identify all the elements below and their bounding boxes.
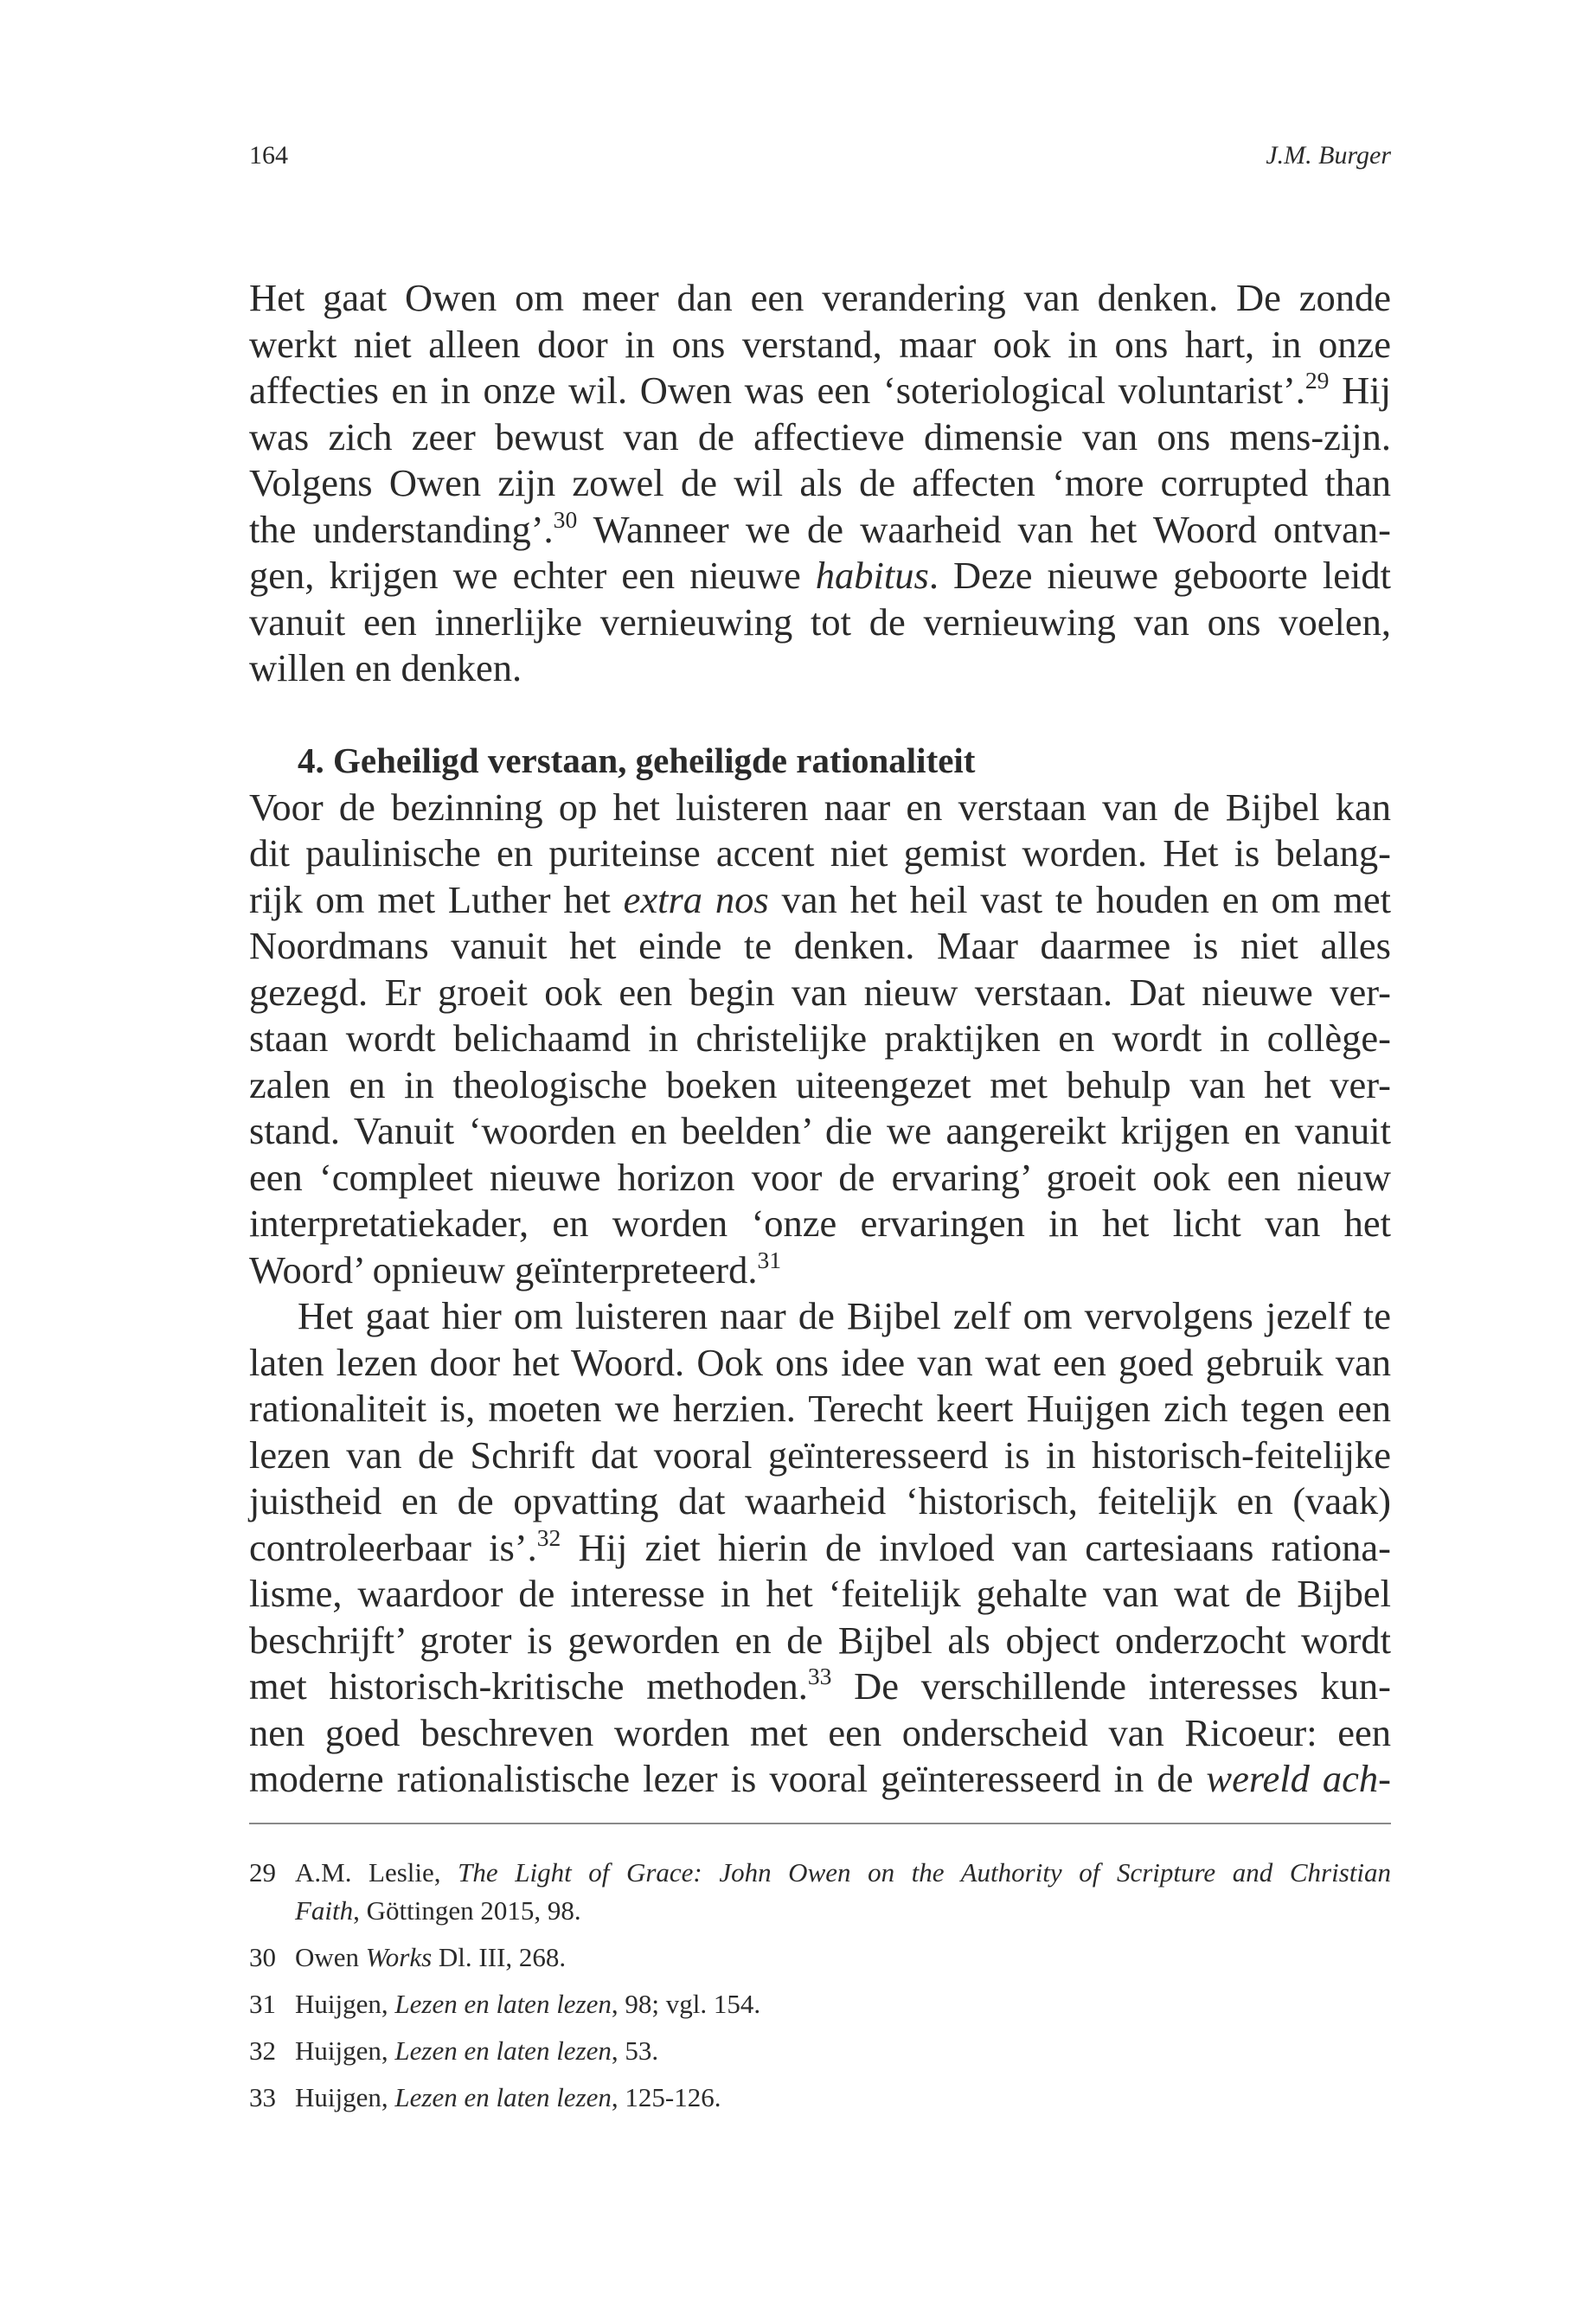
footnote-29 [249, 1854, 1391, 1930]
footnote-number: 31 [249, 1989, 276, 2019]
text-run: Huijgen, [295, 2082, 395, 2112]
text-run: Hij ziet hierin de invloed van cartesiaans rationa- [561, 1525, 1391, 1569]
text-line [295, 1892, 1391, 1930]
body-text [249, 275, 1391, 1803]
footnote-text [295, 2079, 1391, 2117]
text-run: the understanding’. [249, 507, 554, 551]
footnote-text [295, 1854, 1391, 1930]
footnote-ref-29[interactable]: 29 [1304, 366, 1330, 394]
text-line: interpretatiekader, en worden ‘onze ervaringen in het licht van het [249, 1202, 1391, 1245]
text-run: Dl. III, 268. [432, 1942, 567, 1972]
text-run: gen, krijgen we echter een nieuwe [249, 554, 816, 597]
text-line [249, 1247, 1391, 1294]
footnote-text [295, 1985, 1391, 2023]
footnote-text [295, 2032, 1391, 2070]
paragraph-owen [249, 275, 1391, 692]
text-line: werkt niet alleen door in ons verstand, maar ook in ons hart, in onze [249, 322, 1391, 366]
page-number: 164 [249, 141, 288, 170]
text-line: laten lezen door het Woord. Ook ons idee van wat een goed gebruik van [249, 1340, 1391, 1384]
text-run: Wanneer we de waarheid van het Woord ontvan- [577, 507, 1391, 551]
text-run: Owen [295, 1942, 366, 1972]
running-head [249, 138, 1391, 173]
text-line: een ‘compleet nieuwe horizon voor de ervaring’ groeit ook een nieuw [249, 1155, 1391, 1199]
text-line: rationaliteit is, moeten we herzien. Terecht keert Huijgen zich tegen een [249, 1387, 1391, 1430]
paragraph-verstaan [249, 785, 1391, 1294]
text-run: affecties en in onze wil. Owen was een ‘soteriological voluntarist’. [249, 369, 1305, 412]
text-line [249, 1525, 1391, 1572]
footnote-30 [249, 1939, 1391, 1977]
footnotes [249, 1854, 1391, 2125]
text-run: , Göttingen 2015, 98. [353, 1895, 581, 1926]
footnote-ref-30[interactable]: 30 [553, 505, 578, 533]
italic-title: Lezen en laten lezen [394, 2035, 612, 2066]
text-line [249, 877, 1391, 924]
text-run: controleerbaar is’. [249, 1525, 537, 1569]
text-run: met historisch-kritische methoden. [249, 1664, 808, 1708]
footnote-33 [249, 2079, 1391, 2117]
text-line [249, 1756, 1391, 1803]
text-run: moderne rationalistische lezer is vooral geïnteresseerd in de [249, 1757, 1207, 1800]
text-line: Voor de bezinning op het luisteren naar en verstaan van de Bijbel kan [249, 785, 1391, 829]
italic-title: Works [365, 1942, 433, 1972]
text-run: Woord’ opnieuw geïnterpreteerd. [249, 1247, 758, 1292]
text-line: Volgens Owen zijn zowel de wil als de affecten ‘more corrupted than [249, 461, 1391, 504]
footnote-32 [249, 2032, 1391, 2070]
text-line: juistheid en de opvatting dat waarheid ‘historisch, feitelijk en (vaak) [249, 1479, 1391, 1522]
text-run: Huijgen, [295, 1989, 395, 2019]
footnote-number: 29 [249, 1857, 276, 1888]
text-line: Noordmans vanuit het einde te denken. Maar daarmee is niet alles [249, 924, 1391, 967]
section-heading: 4. Geheiligd verstaan, geheiligde rationaliteit [298, 740, 976, 780]
text-run: Hij [1329, 369, 1391, 412]
text-line: lisme, waardoor de interesse in het ‘feitelijk gehalte van wat de Bijbel [249, 1572, 1391, 1615]
text-line: Het gaat Owen om meer dan een verandering van denken. De zonde [249, 276, 1391, 319]
footnote-ref-31[interactable]: 31 [757, 1246, 782, 1273]
paragraph-huijgen [249, 1293, 1391, 1803]
text-run: , 125-126. [611, 2082, 721, 2112]
text-run: , 98; vgl. 154. [611, 1989, 761, 2019]
italic-term: habitus [815, 554, 929, 597]
text-line: willen en denken. [249, 646, 522, 689]
footnote-number: 32 [249, 2035, 276, 2066]
text-line: zalen en in theologische boeken uiteengezet met behulp van het ver- [249, 1062, 1391, 1106]
text-run: A.M. Leslie, [295, 1857, 458, 1888]
text-line [249, 553, 1391, 599]
text-line: Het gaat hier om luisteren naar de Bijbel zelf om vervolgens jezelf te [298, 1294, 1391, 1337]
text-run: De verschillende interesses kun- [831, 1664, 1391, 1708]
text-line [249, 368, 1391, 414]
text-line: nen goed beschreven worden met een onderscheid van Ricoeur: een [249, 1710, 1391, 1754]
text-line: gezegd. Er groeit ook een begin van nieuw verstaan. Dat nieuwe ver- [249, 970, 1391, 1014]
text-line: vanuit een innerlijke vernieuwing tot de vernieuwing van ons voelen, [249, 599, 1391, 644]
footnote-31 [249, 1985, 1391, 2023]
footnote-text [295, 1939, 1391, 1977]
italic-title: Lezen en laten lezen [394, 2082, 612, 2112]
text-line: staan wordt belichaamd in christelijke praktijken en wordt in collège- [249, 1016, 1391, 1060]
text-run: van het heil vast te houden en om met [768, 877, 1391, 921]
footnote-divider [249, 1823, 1391, 1824]
text-line: dit paulinische en puriteinse accent niet gemist worden. Het is belang- [249, 831, 1391, 875]
footnote-number: 30 [249, 1942, 276, 1972]
italic-term: extra nos [623, 877, 769, 921]
italic-title: Faith [295, 1895, 354, 1926]
text-run: , 53. [611, 2035, 659, 2066]
italic-title: The Light of Grace: John Owen on the Authority of Scripture and Christian [458, 1857, 1391, 1888]
footnote-ref-33[interactable]: 33 [807, 1662, 832, 1689]
running-head-author: J.M. Burger [1266, 141, 1391, 170]
footnote-ref-32[interactable]: 32 [536, 1523, 561, 1551]
text-line [249, 507, 1391, 554]
text-line [249, 1663, 1391, 1710]
text-line: was zich zeer bewust van de affectieve dimensie van ons mens-zijn. [249, 414, 1391, 458]
text-run: Huijgen, [295, 2035, 395, 2066]
italic-term: wereld ach- [1206, 1757, 1391, 1800]
text-line [295, 1854, 1391, 1892]
text-line: lezen van de Schrift dat vooral geïnteresseerd is in historisch-feitelijke [249, 1433, 1391, 1477]
text-line: stand. Vanuit ‘woorden en beelden’ die we aangereikt krijgen en vanuit [249, 1109, 1391, 1152]
italic-title: Lezen en laten lezen [394, 1989, 612, 2019]
text-run: rijk om met Luther het [249, 877, 624, 921]
text-line: beschrijft’ groter is geworden en de Bijbel als object onderzocht wordt [249, 1618, 1391, 1662]
footnote-number: 33 [249, 2082, 276, 2112]
text-run: . Deze nieuwe geboorte leidt [928, 554, 1391, 597]
